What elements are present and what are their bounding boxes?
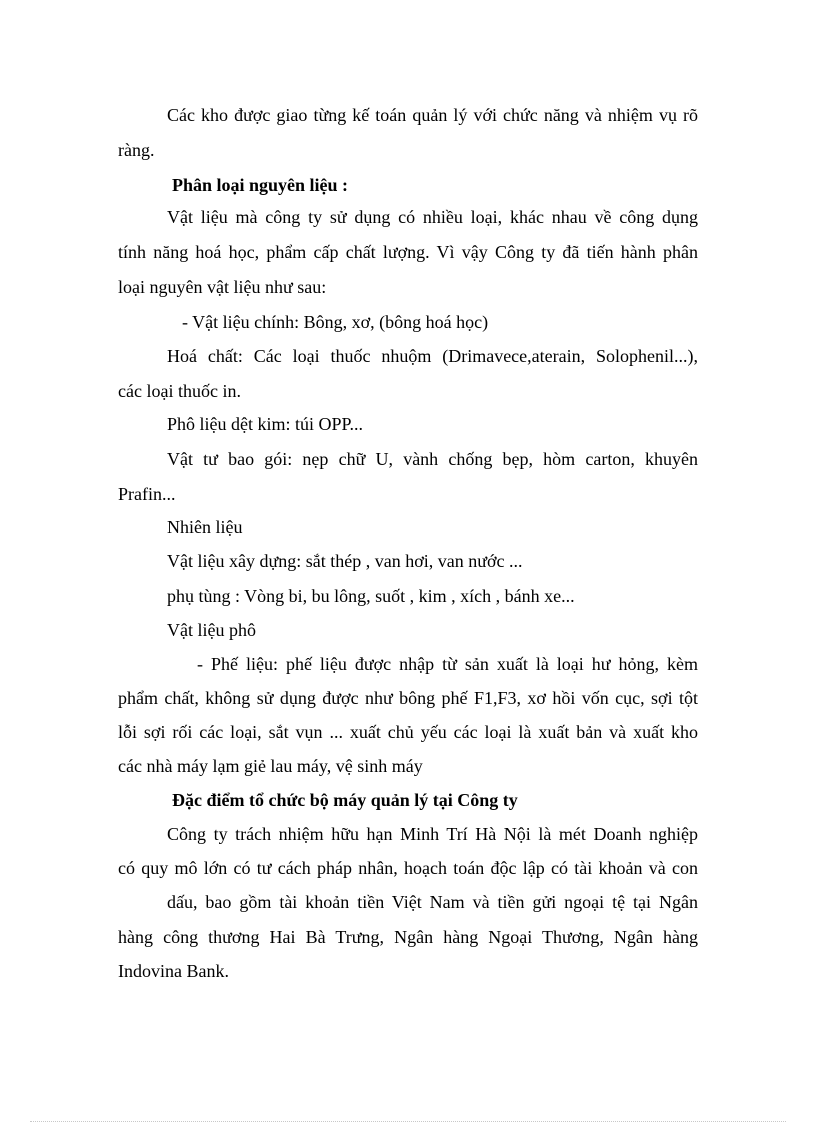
paragraph-line: Vật tư bao gói: nẹp chữ U, vành chống bẹp, hòm carton, khuyên [167, 449, 698, 469]
paragraph-line: Indovina Bank. [118, 961, 229, 981]
paragraph-line: lỗi sợi rối các loại, sắt vụn ... xuất chủ yếu các loại là xuất bản và xuất kho [118, 722, 698, 742]
paragraph-line: Công ty trách nhiệm hữu hạn Minh Trí Hà Nội là mét Doanh nghiệp [167, 824, 698, 844]
paragraph-line: Vật liệu mà công ty sử dụng có nhiều loại, khác nhau về công dụng [167, 207, 698, 227]
section-heading: Phân loại nguyên liệu : [172, 175, 349, 195]
paragraph-line: các loại thuốc in. [118, 381, 241, 401]
paragraph-line: các nhà máy lạm giẻ lau máy, vệ sinh máy [118, 756, 423, 776]
paragraph-line: phụ tùng : Vòng bi, bu lông, suốt , kim , xích , bánh xe... [167, 586, 575, 606]
paragraph-line: Prafin... [118, 484, 176, 504]
paragraph-line: Phô liệu dệt kim: túi OPP... [167, 414, 364, 434]
paragraph-line: ràng. [118, 140, 155, 160]
section-heading: Đặc điểm tổ chức bộ máy quản lý tại Công ty [172, 790, 518, 810]
paragraph-line: Vật liệu xây dựng: sắt thép , van hơi, van nước ... [167, 551, 523, 571]
paragraph-line: Nhiên liệu [167, 517, 243, 537]
paragraph-line: Vật liệu phô [167, 620, 256, 640]
paragraph-line: Hoá chất: Các loại thuốc nhuộm (Drimavece,aterain, Solophenil...), [167, 346, 698, 366]
paragraph-line: Các kho được giao từng kế toán quản lý với chức năng và nhiệm vụ rõ [167, 105, 698, 125]
paragraph-line: loại nguyên vật liệu như sau: [118, 277, 327, 297]
paragraph-line: tính năng hoá học, phẩm cấp chất lượng. Vì vậy Công ty đã tiến hành phân [118, 242, 698, 262]
paragraph-line: dấu, bao gồm tài khoản tiền Việt Nam và tiền gửi ngoại tệ tại Ngân [167, 892, 698, 912]
paragraph-line: phẩm chất, không sử dụng được như bông phế F1,F3, xơ hồi vốn cục, sợi tột [118, 688, 698, 708]
list-item: - Phế liệu: phế liệu được nhập từ sản xuất là loại hư hỏng, kèm [197, 654, 698, 674]
list-item: - Vật liệu chính: Bông, xơ, (bông hoá học) [182, 312, 489, 332]
paragraph-line: có quy mô lớn có tư cách pháp nhân, hoạch toán độc lập có tài khoản và con [118, 858, 698, 878]
page-bottom-divider [30, 1121, 786, 1122]
paragraph-line: hàng công thương Hai Bà Trưng, Ngân hàng Ngoại Thương, Ngân hàng [118, 927, 698, 947]
